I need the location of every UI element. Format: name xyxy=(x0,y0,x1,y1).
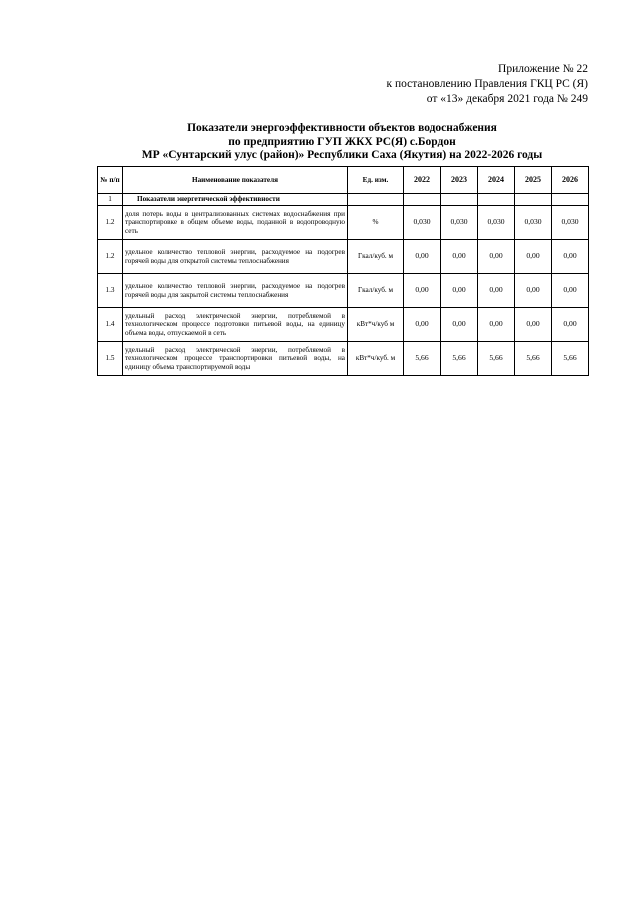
row-unit: кВт*ч/куб. м xyxy=(348,342,404,376)
title-line-2: по предприятию ГУП ЖКХ РС(Я) с.Бордон xyxy=(228,135,456,148)
row-name: удельный расход электрической энергии, потребляемой в технологическом процессе транспортировки питьевой воды, на единицу объема транспортируемой воды xyxy=(123,342,348,376)
row-value: 5,66 xyxy=(404,342,441,376)
table-row xyxy=(98,342,589,376)
section-num: 1 xyxy=(98,194,123,206)
appendix-line-2: к постановлению Правления ГКЦ РС (Я) xyxy=(386,78,588,90)
row-value: 0,030 xyxy=(552,206,589,240)
empty-cell xyxy=(404,194,441,206)
table-row xyxy=(98,308,589,342)
row-value: 0,030 xyxy=(478,206,515,240)
row-unit: кВт*ч/куб м xyxy=(348,308,404,342)
row-value: 5,66 xyxy=(441,342,478,376)
empty-cell xyxy=(441,194,478,206)
row-value: 0,00 xyxy=(552,274,589,308)
row-value: 0,00 xyxy=(478,274,515,308)
table-header-row xyxy=(98,167,589,194)
title-line-1: Показатели энергоэффективности объектов водоснабжения xyxy=(187,122,497,134)
indicators-table xyxy=(97,166,589,376)
row-value: 0,00 xyxy=(515,308,552,342)
row-value: 0,00 xyxy=(515,274,552,308)
row-num: 1.3 xyxy=(98,274,123,308)
row-value: 0,030 xyxy=(441,206,478,240)
row-value: 0,00 xyxy=(441,308,478,342)
header-num: № п/п xyxy=(98,167,123,194)
row-value: 0,00 xyxy=(404,274,441,308)
appendix-block xyxy=(387,62,589,107)
row-name: удельное количество тепловой энергии, расходуемое на подогрев горячей воды для закрытой системы теплоснабжения xyxy=(123,274,348,308)
empty-cell xyxy=(515,194,552,206)
table-row xyxy=(98,274,589,308)
row-unit: Гкал/куб. м xyxy=(348,240,404,274)
row-value: 0,030 xyxy=(515,206,552,240)
header-unit: Ед. изм. xyxy=(348,167,404,194)
row-value: 0,00 xyxy=(552,240,589,274)
row-name: удельный расход электрической энергии, потребляемой в технологическом процессе подготовки питьевой воды, на единицу объема воды, отпускаемой в сеть xyxy=(123,308,348,342)
row-value: 0,00 xyxy=(552,308,589,342)
row-value: 5,66 xyxy=(478,342,515,376)
header-year: 2026 xyxy=(552,167,589,194)
appendix-line-1: Приложение № 22 xyxy=(498,63,588,75)
row-value: 0,00 xyxy=(404,308,441,342)
table-row xyxy=(98,206,589,240)
empty-cell xyxy=(552,194,589,206)
header-year: 2023 xyxy=(441,167,478,194)
section-row xyxy=(98,194,589,206)
row-name: доля потерь воды в централизованных системах водоснабжения при транспортировке в общем объеме воды, поданной в водопроводную сеть xyxy=(123,206,348,240)
row-value: 5,66 xyxy=(552,342,589,376)
row-num: 1.2 xyxy=(98,206,123,240)
document-title xyxy=(96,122,588,163)
empty-cell xyxy=(348,194,404,206)
row-name: удельное количество тепловой энергии, расходуемое на подогрев горячей воды для открытой системы теплоснабжения xyxy=(123,240,348,274)
row-num: 1.5 xyxy=(98,342,123,376)
row-value: 0,00 xyxy=(478,240,515,274)
row-num: 1.4 xyxy=(98,308,123,342)
table-row xyxy=(98,240,589,274)
header-year: 2024 xyxy=(478,167,515,194)
row-value: 5,66 xyxy=(515,342,552,376)
row-value: 0,00 xyxy=(515,240,552,274)
row-value: 0,00 xyxy=(441,240,478,274)
row-num: 1.2 xyxy=(98,240,123,274)
row-unit: % xyxy=(348,206,404,240)
title-line-3: МР «Сунтарский улус (район)» Республики Саха (Якутия) на 2022-2026 годы xyxy=(141,149,543,161)
header-name: Наименование показателя xyxy=(123,167,348,194)
row-value: 0,00 xyxy=(404,240,441,274)
header-year: 2022 xyxy=(404,167,441,194)
header-year: 2025 xyxy=(515,167,552,194)
empty-cell xyxy=(478,194,515,206)
row-value: 0,00 xyxy=(441,274,478,308)
appendix-line-3: от «13» декабря 2021 года № 249 xyxy=(426,93,588,105)
section-label: Показатели энергетической эффективности xyxy=(123,194,348,206)
row-value: 0,00 xyxy=(478,308,515,342)
row-value: 0,030 xyxy=(404,206,441,240)
row-unit: Гкал/куб. м xyxy=(348,274,404,308)
